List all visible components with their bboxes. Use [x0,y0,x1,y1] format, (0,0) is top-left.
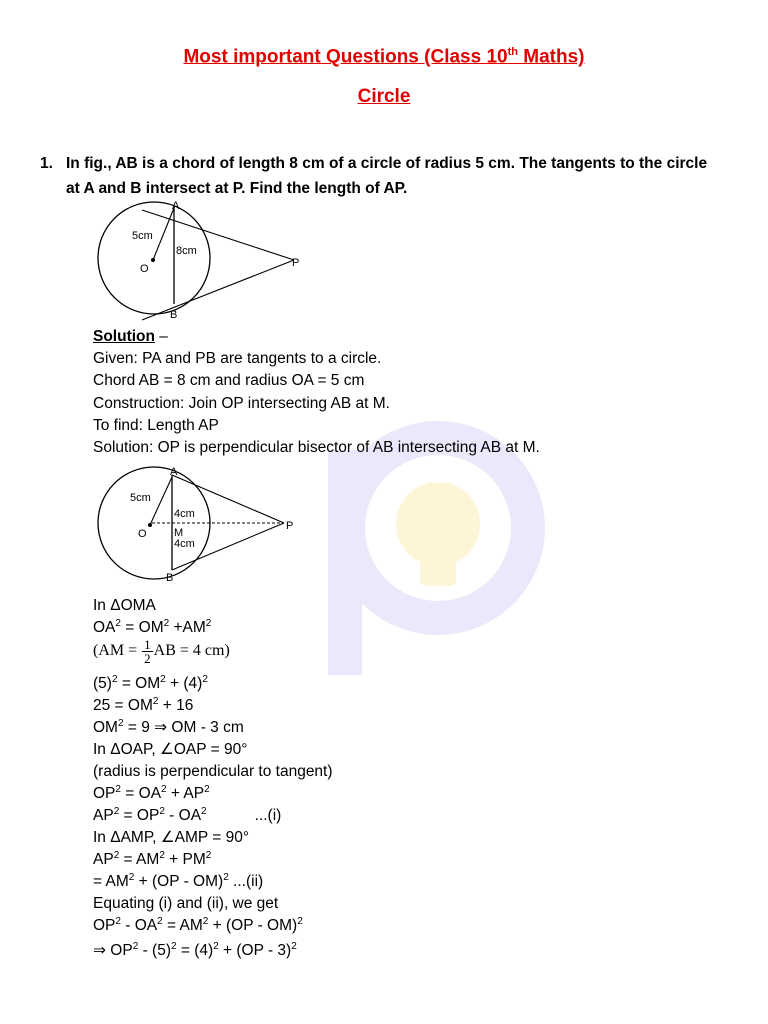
step-5-a: 25 = OM [93,697,153,714]
fig2-radius-oa [150,477,172,525]
step-15 [93,915,303,937]
square: 2 [115,617,121,629]
step-2-c: +AM [169,619,206,636]
step-6-a: OM [93,719,118,736]
square: 2 [205,849,212,861]
fraction-denominator: 2 [144,651,151,666]
construction-line: Construction: Join OP intersecting AB at M. [93,395,390,412]
fig2-label-a: A [170,466,178,478]
fraction-half [142,638,153,665]
step-12-b: = AM [119,851,160,868]
step-12 [93,849,211,871]
step-2 [93,617,211,639]
step-9 [93,783,210,805]
fig1-tangent-pa [142,210,294,260]
figure-2-diagram [92,463,322,593]
square: 2 [159,805,165,817]
square: 2 [163,617,170,629]
fig2-label-am: 4cm [174,508,195,520]
square: 2 [204,783,210,795]
page-title [0,46,768,68]
square: 2 [117,717,124,729]
step-14: Equating (i) and (ii), we get [93,895,279,912]
step-8: (radius is perpendicular to tangent) [93,763,333,780]
square: 2 [201,805,207,817]
step-9-a: OP [93,785,116,802]
watermark-bulb-base [420,558,456,586]
square: 2 [202,673,208,685]
square: 2 [297,915,303,927]
step-7: In ΔOAP, ∠OAP = 90° [93,741,248,758]
title-superscript: th [507,46,518,58]
square: 2 [152,695,159,707]
step-15-d: + (OP - OM) [208,917,298,934]
figure-1-diagram [90,196,320,326]
step-4-c: + (4) [165,675,203,692]
square: 2 [113,805,120,817]
square: 2 [161,783,167,795]
fig1-label-o: O [140,263,149,275]
fig1-label-radius: 5cm [132,230,153,242]
step-6-b: = 9 ⇒ OM - 3 cm [123,719,244,736]
fig1-label-b: B [170,309,178,321]
step-3-open: (AM = [93,642,142,660]
watermark-bulb-icon [396,482,480,566]
step-13 [93,871,263,893]
square: 2 [157,915,163,927]
step-1: In ΔOMA [93,597,156,614]
step-6 [93,717,244,739]
to-find-line: To find: Length AP [93,417,219,434]
square: 2 [202,915,209,927]
square: 2 [160,673,166,685]
page-subtitle [0,86,768,108]
solution-heading-text: Solution [93,328,155,345]
square: 2 [115,783,121,795]
fig2-label-radius: 5cm [130,492,151,504]
fig1-label-chord: 8cm [176,245,197,257]
step-10 [93,805,281,827]
fraction-numerator: 1 [144,637,151,652]
square: 2 [291,940,297,952]
title-text: Most important Questions (Class 10 [183,46,508,68]
fig1-label-p: P [292,257,300,269]
fig1-center-point [151,258,155,262]
step-15-a: OP [93,917,116,934]
step-2-b: = OM [120,619,164,636]
step-4-a: (5) [93,675,112,692]
solution-dash: – [155,328,168,345]
step-9-b: = OA [120,785,162,802]
fig2-label-b: B [166,572,174,584]
step-5 [93,695,193,717]
step-10-b: = OP [119,807,160,824]
step-15-b: - OA [120,917,158,934]
equation-tag-i: ...(i) [254,807,282,824]
step-2-a: OA [93,619,116,636]
title-text-end: Maths) [518,46,585,68]
fig2-label-p: P [286,520,294,532]
fig2-label-o: O [138,528,147,540]
step-5-b: + 16 [158,697,194,714]
step-3 [93,638,230,665]
subtitle-text: Circle [357,86,411,107]
fig1-label-a: A [172,200,180,212]
step-9-c: + AP [166,785,205,802]
step-16 [93,940,297,962]
question-1 [40,151,716,201]
step-13-a: = AM [93,873,129,890]
square: 2 [170,940,177,952]
step-16-a: ⇒ OP [93,942,133,959]
step-15-c: = AM [162,917,203,934]
step-11: In ΔAMP, ∠AMP = 90° [93,829,250,846]
square: 2 [132,940,139,952]
step-10-c: - OA [164,807,202,824]
square: 2 [223,871,229,883]
equation-tag-ii: ...(ii) [228,873,264,890]
fig1-tangent-pb [142,260,294,320]
question-text: In fig., AB is a chord of length 8 cm of a circle of radius 5 cm. The tangents to the circle at A and B intersect at P. Find the length of AP. [66,155,708,197]
step-12-c: + PM [164,851,206,868]
solution-line: Solution: OP is perpendicular bisector of AB intersecting AB at M. [93,439,540,456]
watermark-logo [320,440,550,680]
step-16-b: - (5) [138,942,171,959]
step-4 [93,673,208,695]
fig1-radius-oa [153,208,174,260]
square: 2 [115,915,121,927]
square: 2 [159,849,165,861]
solution-heading [93,326,168,348]
square: 2 [213,940,219,952]
chord-line: Chord AB = 8 cm and radius OA = 5 cm [93,372,365,389]
square: 2 [111,673,118,685]
step-13-b: + (OP - OM) [134,873,224,890]
fig2-label-mb: 4cm [174,538,195,550]
step-3-close: AB = 4 cm) [153,642,230,660]
step-4-b: = OM [117,675,161,692]
fig2-center-point [148,523,152,527]
step-16-c: = (4) [176,942,214,959]
square: 2 [128,871,135,883]
step-16-d: + (OP - 3) [218,942,292,959]
square: 2 [205,617,212,629]
fig2-label-m: M [174,527,184,539]
question-number: 1. [40,155,53,172]
step-12-a: AP [93,851,114,868]
square: 2 [113,849,120,861]
step-10-a: AP [93,807,114,824]
given-line: Given: PA and PB are tangents to a circle. [93,350,382,367]
